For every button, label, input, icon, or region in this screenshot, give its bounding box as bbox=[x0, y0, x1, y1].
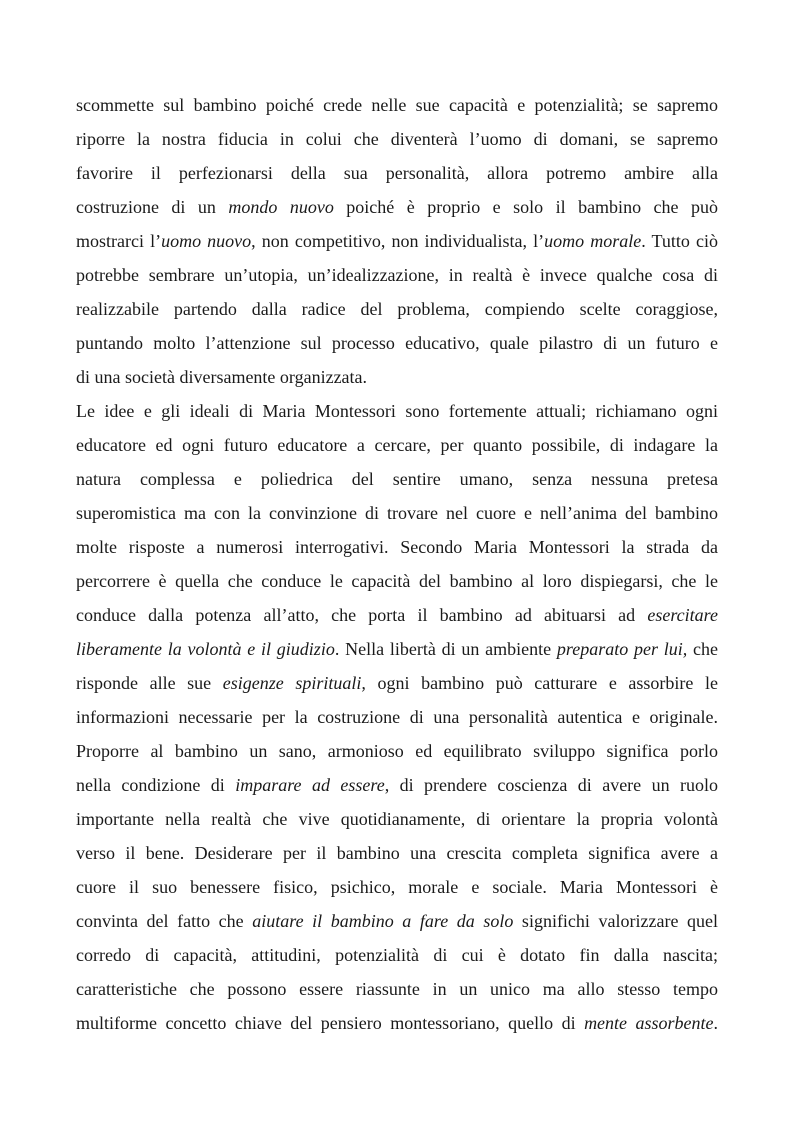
italic-text: liberamente la volontà e il giudizio bbox=[76, 639, 335, 659]
text-segment: , non competitivo, non individualista, l’ bbox=[251, 231, 545, 251]
text-segment: mostrarci l’ bbox=[76, 231, 162, 251]
text-segment: superomistica ma con la convinzione di trovare nel cuore e nell’anima del bambino bbox=[76, 503, 718, 523]
text-line bbox=[76, 330, 718, 364]
text-line bbox=[76, 534, 718, 568]
text-segment: verso il bene. Desiderare per il bambino una crescita completa significa avere a bbox=[76, 843, 718, 863]
text-segment: convinta del fatto che bbox=[76, 911, 253, 931]
text-segment: riporre la nostra fiducia in colui che diventerà l’uomo di domani, se sapremo bbox=[76, 129, 718, 149]
italic-text: preparato per lui, bbox=[556, 639, 688, 659]
text-segment: caratteristiche che possono essere riassunte in un unico ma allo stesso tempo bbox=[76, 979, 718, 999]
italic-text: aiutare il bambino a fare da solo bbox=[252, 911, 514, 931]
text-line bbox=[76, 704, 718, 738]
text-segment: nella condizione di bbox=[76, 775, 236, 795]
text-segment: favorire il perfezionarsi della sua personalità, allora potremo ambire alla bbox=[76, 163, 718, 183]
italic-text: imparare ad essere bbox=[235, 775, 385, 795]
text-line bbox=[76, 160, 718, 194]
text-segment: di una società diversamente organizzata. bbox=[76, 367, 368, 387]
text-line bbox=[76, 194, 718, 228]
text-segment: educatore ed ogni futuro educatore a cercare, per quanto possibile, di indagare la bbox=[76, 435, 718, 455]
text-line bbox=[76, 364, 718, 398]
italic-text: uomo morale bbox=[544, 231, 642, 251]
text-segment: poiché è proprio e solo il bambino che può bbox=[333, 197, 718, 217]
text-segment: . Nella libertà di un ambiente bbox=[334, 639, 557, 659]
text-segment: informazioni necessarie per la costruzione di una personalità autentica e originale. bbox=[76, 707, 718, 727]
text-segment: . bbox=[713, 1013, 718, 1033]
text-segment: potrebbe sembrare un’utopia, un’idealizzazione, in realtà è invece qualche cosa di bbox=[76, 265, 718, 285]
text-line bbox=[76, 908, 718, 942]
text-line bbox=[76, 772, 718, 806]
text-segment: conduce dalla potenza all’atto, che porta il bambino ad abituarsi ad bbox=[76, 605, 648, 625]
text-segment: , di prendere coscienza di avere un ruolo bbox=[384, 775, 718, 795]
text-segment: ogni bambino può catturare e assorbire le bbox=[365, 673, 718, 693]
text-segment: natura complessa e poliedrica del sentire umano, senza nessuna pretesa bbox=[76, 469, 718, 489]
text-segment: importante nella realtà che vive quotidianamente, di orientare la propria volontà bbox=[76, 809, 718, 829]
text-segment: . Tutto ciò bbox=[641, 231, 718, 251]
text-segment: Proporre al bambino un sano, armonioso ed equilibrato sviluppo significa porlo bbox=[76, 741, 718, 761]
text-segment: risponde alle sue bbox=[76, 673, 223, 693]
text-line bbox=[76, 466, 718, 500]
text-line bbox=[76, 602, 718, 636]
text-line bbox=[76, 976, 718, 1010]
text-line bbox=[76, 840, 718, 874]
text-segment: realizzabile partendo dalla radice del problema, compiendo scelte coraggiose, bbox=[76, 299, 718, 319]
text-line bbox=[76, 636, 718, 670]
text-segment: corredo di capacità, attitudini, potenzialità di cui è dotato fin dalla nascita; bbox=[76, 945, 718, 965]
text-line bbox=[76, 568, 718, 602]
text-line bbox=[76, 228, 718, 262]
italic-text: esercitare bbox=[647, 605, 718, 625]
text-line bbox=[76, 296, 718, 330]
italic-text: mente assorbente bbox=[584, 1013, 714, 1033]
text-line bbox=[76, 500, 718, 534]
text-line bbox=[76, 126, 718, 160]
text-segment: costruzione di un bbox=[76, 197, 229, 217]
text-line bbox=[76, 1010, 718, 1044]
text-segment: multiforme concetto chiave del pensiero montessoriano, quello di bbox=[76, 1013, 585, 1033]
italic-text: mondo nuovo bbox=[228, 197, 334, 217]
text-line bbox=[76, 262, 718, 296]
italic-text: uomo nuovo bbox=[161, 231, 252, 251]
text-line bbox=[76, 432, 718, 466]
text-line bbox=[76, 942, 718, 976]
text-line bbox=[76, 670, 718, 704]
text-segment: puntando molto l’attenzione sul processo educativo, quale pilastro di un futuro e bbox=[76, 333, 718, 353]
text-line bbox=[76, 806, 718, 840]
text-segment: significhi valorizzare quel bbox=[513, 911, 718, 931]
text-line bbox=[76, 738, 718, 772]
text-segment: percorrere è quella che conduce le capacità del bambino al loro dispiegarsi, che le bbox=[76, 571, 718, 591]
text-line bbox=[76, 874, 718, 908]
text-line bbox=[76, 92, 718, 126]
text-line bbox=[76, 398, 718, 432]
text-segment: scommette sul bambino poiché crede nelle sue capacità e potenzialità; se sapremo bbox=[76, 95, 718, 115]
text-segment: cuore il suo benessere fisico, psichico, morale e sociale. Maria Montessori è bbox=[76, 877, 718, 897]
text-segment: che bbox=[687, 639, 718, 659]
text-segment: molte risposte a numerosi interrogativi. Secondo Maria Montessori la strada da bbox=[76, 537, 718, 557]
italic-text: esigenze spirituali, bbox=[222, 673, 366, 693]
text-segment: Le idee e gli ideali di Maria Montessori sono fortemente attuali; richiamano ogni bbox=[76, 401, 718, 421]
document-page bbox=[76, 92, 718, 1044]
